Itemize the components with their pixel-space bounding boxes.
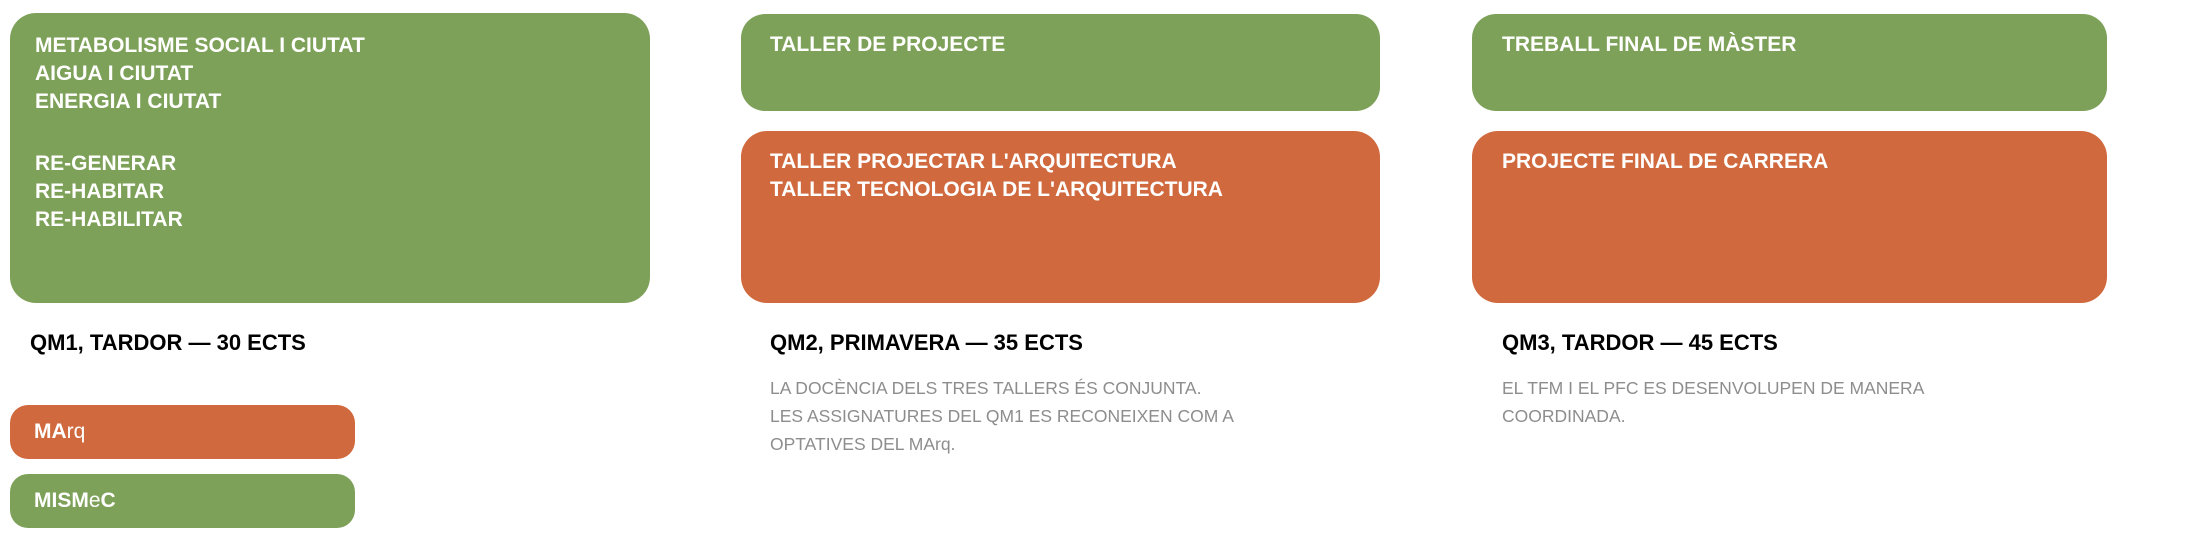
mismec-label-bold: MISM bbox=[34, 489, 89, 512]
course-line: RE-HABITAR bbox=[35, 180, 165, 203]
marq-label-bold: MA bbox=[34, 420, 67, 443]
course-line: TALLER PROJECTAR L'ARQUITECTURA bbox=[770, 150, 1177, 173]
course-line-spacer bbox=[35, 116, 630, 150]
course-line: PROJECTE FINAL DE CARRERA bbox=[1502, 150, 1829, 173]
qm2-tallers-block bbox=[741, 131, 1380, 303]
qm2-label: QM2, PRIMAVERA — 35 ECTS bbox=[770, 330, 1083, 355]
course-line: AIGUA I CIUTAT bbox=[35, 62, 194, 85]
qm3-label: QM3, TARDOR — 45 ECTS bbox=[1502, 330, 1778, 355]
course-line: TALLER TECNOLOGIA DE L'ARQUITECTURA bbox=[770, 178, 1223, 201]
course-line: ENERGIA I CIUTAT bbox=[35, 90, 222, 113]
course-line: TALLER DE PROJECTE bbox=[770, 33, 1006, 56]
note-line: LES ASSIGNATURES DEL QM1 ES RECONEIXEN COM A bbox=[770, 406, 1234, 426]
course-line: RE-GENERAR bbox=[35, 152, 177, 175]
course-line: RE-HABILITAR bbox=[35, 208, 183, 231]
qm3-tfm-block bbox=[1472, 14, 2107, 111]
qm3-note bbox=[1502, 374, 1924, 430]
note-line: EL TFM I EL PFC ES DESENVOLUPEN DE MANERA bbox=[1502, 378, 1925, 398]
qm1-courses-block bbox=[10, 13, 650, 303]
mismec-pill[interactable] bbox=[10, 474, 355, 528]
note-line: OPTATIVES DEL MArq. bbox=[770, 434, 956, 454]
mismec-label-regular: e bbox=[88, 489, 101, 512]
mismec-label-bold2: C bbox=[100, 489, 116, 512]
note-line: LA DOCÈNCIA DELS TRES TALLERS ÉS CONJUNTA. bbox=[770, 378, 1202, 398]
qm2-note bbox=[770, 374, 1234, 458]
marq-pill[interactable] bbox=[10, 405, 355, 459]
qm3-pfc-block bbox=[1472, 131, 2107, 303]
course-line: METABOLISME SOCIAL I CIUTAT bbox=[35, 34, 365, 57]
qm1-label: QM1, TARDOR — 30 ECTS bbox=[30, 330, 306, 355]
note-line: COORDINADA. bbox=[1502, 406, 1626, 426]
marq-label-regular: rq bbox=[66, 420, 86, 443]
qm2-taller-projecte-block bbox=[741, 14, 1380, 111]
course-line: TREBALL FINAL DE MÀSTER bbox=[1502, 33, 1797, 56]
